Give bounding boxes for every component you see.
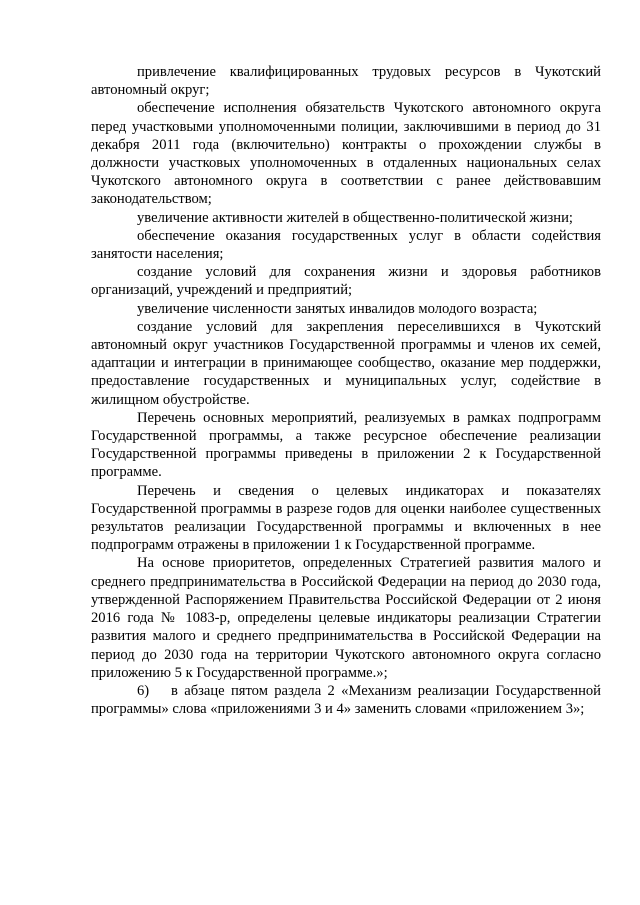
item-6-text: в абзаце пятом раздела 2 «Механизм реализации Государственной программы» слова «приложениями 3 и 4» заменить словами «приложением 3»; — [91, 682, 601, 718]
paragraph-4: обеспечение оказания государственных услуг в области содействия занятости населения; — [91, 227, 601, 263]
item-6-number: 6) — [137, 682, 150, 699]
paragraph-10: На основе приоритетов, определенных Стратегией развития малого и среднего предпринимательства в Российской Федерации на период до 2030 года, утвержденной Распоряжением Правительства Российской Федерации от 2 июня 2016 года № 1083-р, определены целевые индикаторы реализации Стратегии развития малого и среднего предпринимательства в Российской Федерации на период до 2030 года на территории Чукотского автономного округа согласно приложению 5 к Государственной программе.»; — [91, 555, 601, 681]
paragraph-8: Перечень основных мероприятий, реализуемых в рамках подпрограмм Государственной программы, а также ресурсное обеспечение реализации Государственной программы приведены в приложении 2 к Государственной программе. — [91, 409, 601, 481]
item-6-paragraph — [91, 682, 601, 718]
paragraph-2: обеспечение исполнения обязательств Чукотского автономного округа перед участковыми уполномоченными полиции, заключившими в период до 31 декабря 2011 года (включительно) контракты о прохождении службы в должности участковых уполномоченных в отдаленных национальных селах Чукотского автономного округа в соответствии с ранее действовавшим законодательством; — [91, 100, 601, 208]
paragraph-5: создание условий для сохранения жизни и здоровья работников организаций, учреждений и предприятий; — [91, 264, 601, 299]
paragraph-6: увеличение численности занятых инвалидов молодого возраста; — [137, 300, 538, 317]
paragraph-7: создание условий для закрепления переселившихся в Чукотский автономный округ участников Государственной программы и членов их семей, адаптации и интеграции в принимающее сообщество, оказание мер поддержки, предоставление государственных и муниципальных услуг, содействие в жилищном обустройстве. — [91, 318, 601, 408]
document-page — [91, 63, 601, 718]
paragraph-3: увеличение активности жителей в общественно-политической жизни; — [137, 209, 573, 226]
paragraph-1: привлечение квалифицированных трудовых ресурсов в Чукотский автономный округ; — [91, 64, 601, 99]
paragraph-9: Перечень и сведения о целевых индикаторах и показателях Государственной программы в разрезе годов для оценки наиболее существенных результатов реализации Государственной программы и включенных в нее подпрограмм отражены в приложении 1 к Государственной программе. — [91, 482, 601, 554]
